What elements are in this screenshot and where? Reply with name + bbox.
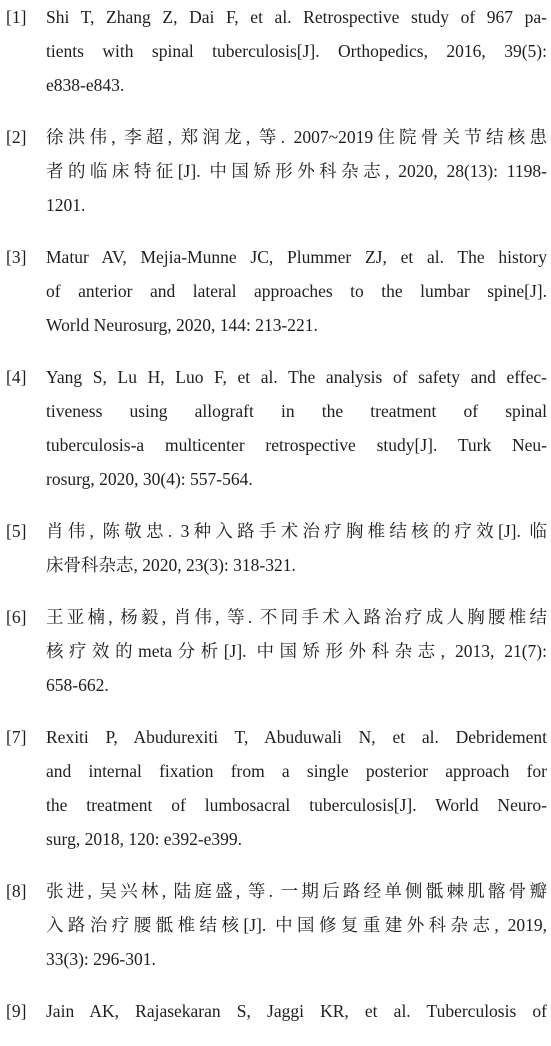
reference-line: 33(3): 296-301. [46, 949, 156, 969]
reference-line: Matur AV, Mejia-Munne JC, Plummer ZJ, et al. The history [46, 247, 547, 267]
reference-line: 张进, 吴兴林, 陆庭盛, 等. 一期后路经单侧骶棘肌髂骨瓣 [46, 881, 547, 901]
reference-line: Rexiti P, Abudurexiti T, Abuduwali N, et al. Debridement [46, 727, 547, 747]
reference-number: [9] [6, 1001, 27, 1021]
reference-number: [1] [6, 7, 27, 27]
reference-item [0, 0, 551, 102]
reference-number: [4] [6, 367, 27, 387]
reference-item [0, 600, 551, 702]
reference-line: tiveness using allograft in the treatment of spinal [46, 401, 547, 421]
reference-item [0, 360, 551, 496]
reference-item [0, 874, 551, 976]
reference-line: surg, 2018, 120: e392-e399. [46, 829, 243, 849]
reference-line: of anterior and lateral approaches to the lumbar spine[J]. [46, 281, 547, 301]
reference-number: [7] [6, 727, 27, 747]
reference-line: and internal fixation from a single posterior approach for [46, 761, 547, 781]
reference-line: 徐洪伟, 李超, 郑润龙, 等. 2007~2019住院骨关节结核患 [46, 127, 547, 147]
reference-item [0, 514, 551, 582]
reference-line: 1201. [46, 195, 86, 215]
reference-line: e838-e843. [46, 75, 125, 95]
reference-item [0, 720, 551, 856]
reference-line: the treatment of lumbosacral tuberculosis[J]. World Neuro- [46, 795, 547, 815]
reference-item [0, 120, 551, 222]
reference-number: [2] [6, 127, 27, 147]
reference-line: rosurg, 2020, 30(4): 557-564. [46, 469, 253, 489]
reference-line: 床骨科杂志, 2020, 23(3): 318-321. [46, 555, 296, 575]
reference-line: 者的临床特征[J]. 中国矫形外科杂志, 2020, 28(13): 1198- [46, 161, 547, 181]
reference-number: [3] [6, 247, 27, 267]
reference-item [0, 994, 551, 1028]
reference-line: 入路治疗腰骶椎结核[J]. 中国修复重建外科杂志, 2019, [46, 915, 547, 935]
reference-number: [6] [6, 607, 27, 627]
reference-item [0, 240, 551, 342]
reference-line: Yang S, Lu H, Luo F, et al. The analysis of safety and effec- [46, 367, 547, 387]
reference-line: 核疗效的meta分析[J]. 中国矫形外科杂志, 2013, 21(7): [46, 641, 547, 661]
reference-line: tuberculosis-a multicenter retrospective study[J]. Turk Neu- [46, 435, 547, 455]
reference-line: Shi T, Zhang Z, Dai F, et al. Retrospective study of 967 pa- [46, 7, 547, 27]
reference-number: [5] [6, 521, 27, 541]
reference-line: World Neurosurg, 2020, 144: 213-221. [46, 315, 318, 335]
reference-number: [8] [6, 881, 27, 901]
reference-line: 658-662. [46, 675, 109, 695]
reference-line: Jain AK, Rajasekaran S, Jaggi KR, et al. Tuberculosis of [46, 1001, 547, 1021]
reference-line: 肖伟, 陈敬忠. 3种入路手术治疗胸椎结核的疗效[J]. 临 [46, 521, 547, 541]
reference-line: tients with spinal tuberculosis[J]. Orthopedics, 2016, 39(5): [46, 41, 547, 61]
reference-line: 王亚楠, 杨毅, 肖伟, 等. 不同手术入路治疗成人胸腰椎结 [46, 607, 547, 627]
